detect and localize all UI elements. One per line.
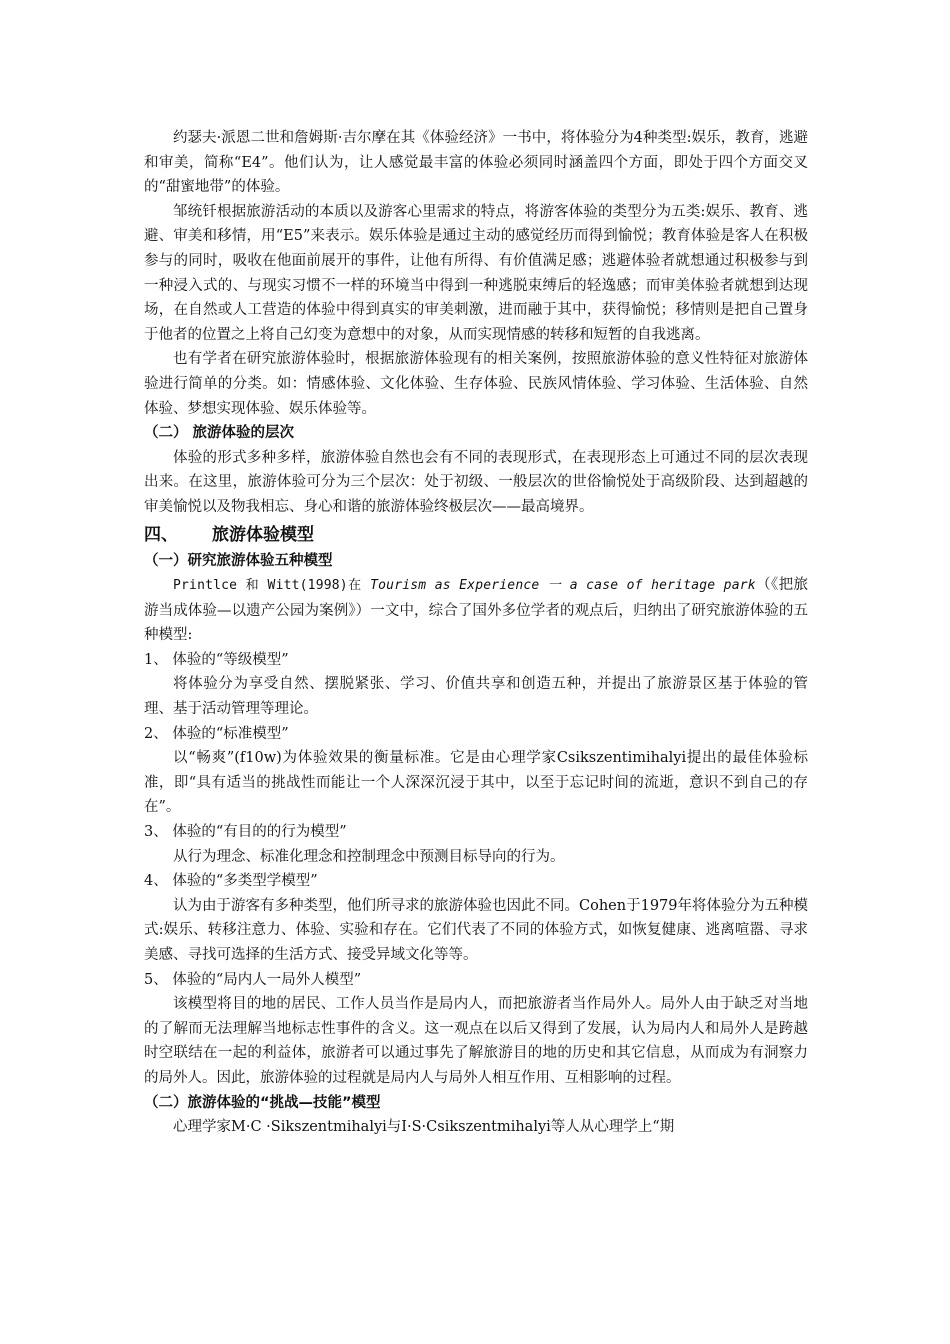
model-5-title: 5、 体验的“局内人一局外人模型”	[144, 971, 362, 988]
document-page	[144, 126, 808, 1140]
section-heading	[144, 522, 808, 549]
model-4-body: 认为由于游客有多种类型，他们所寻求的旅游体验也因此不同。Cohen于1979年将体验分为五种模式:娱乐、转移注意力、体验、实验和存在。它们代表了不同的体验方式，如恢复健康、逃离喧嚣、寻求美感、寻找可选择的生活方式、接受异域文化等等。	[144, 897, 808, 963]
paragraph-five-models-intro	[144, 573, 808, 648]
model-3-body: 从行为理念、标准化理念和控制理念中预测目标导向的行为。	[173, 848, 565, 865]
section-number: 四、	[144, 524, 178, 545]
citation-rest: （《把旅游当成体验—以遗产公园为案例》）一文中，综合了国外多位学者的观点后，归纳出了研究旅游体验的五种模型:	[144, 577, 808, 644]
citation-title: Tourism as Experience 一 a case of heritage park	[370, 578, 756, 594]
heading-five-models: （一）研究旅游体验五种模型	[144, 552, 333, 569]
model-1-body: 将体验分为享受自然、摆脱紧张、学习、价值共享和创造五种，并提出了旅游景区基于体验的管理、基于活动管理等理论。	[144, 676, 808, 718]
paragraph-e5: 邹统钎根据旅游活动的本质以及游客心里需求的特点，将游客体验的类型分为五类:娱乐、教育、逃避、审美和移情，用“E5”来表示。娱乐体验是通过主动的感觉经历而得到愉悦；教育体验是客人在积极参与的同时，吸收在他面前展开的事件，让他有所得、有价值满足感；逃避体验者就想通过积极参与到一种浸入式的、与现实习惯不一样的环境当中得到一种逃脱束缚后的轻逸感；而审美体验者就想到达现场，在自然或人工营造的体验中得到真实的审美刺激，进而融于其中，获得愉悦；移情则是把自己置身于他者的位置之上将自己幻变为意想中的对象，从而实现情感的转移和短暂的自我逃离。	[144, 203, 808, 343]
model-2-title: 2、 体验的“标准模型”	[144, 725, 289, 742]
heading-levels: （二） 旅游体验的层次	[144, 425, 295, 442]
model-3-title: 3、 体验的“有目的的行为模型”	[144, 824, 347, 841]
section-title: 旅游体验模型	[212, 524, 314, 545]
citation-authors: Printlce 和 Witt(1998)在	[173, 578, 371, 594]
model-5-body: 该模型将目的地的居民、工作人员当作是局内人，而把旅游者当作局外人。局外人由于缺乏对当地的了解而无法理解当地标志性事件的含义。这一观点在以后又得到了发展，认为局内人和局外人是跨越时空联结在一起的利益体，旅游者可以通过事先了解旅游目的地的历史和其它信息，从而成为有洞察力的局外人。因此，旅游体验的过程就是局内人与局外人相互作用、互相影响的过程。	[144, 996, 808, 1086]
model-4-title: 4、 体验的“多类型学模型”	[144, 873, 318, 890]
paragraph-e4: 约瑟夫·派恩二世和詹姆斯·吉尔摩在其《体验经济》一书中，将体验分为4种类型:娱乐，教育，逃避和审美，简称“E4”。他们认为，让人感觉最丰富的体验必须同时涵盖四个方面，即处于四个方面交叉的“甜蜜地带”的体验。	[144, 130, 808, 196]
model-2-body: 以“畅爽”(f10w)为体验效果的衡量标准。它是由心理学家Csikszentimihalyi提出的最佳体验标准，即“具有适当的挑战性而能让一个人深深沉浸于其中，以至于忘记时间的流逝，意识不到自己的存在”。	[144, 750, 808, 816]
paragraph-classification: 也有学者在研究旅游体验时，根据旅游体验现有的相关案例，按照旅游体验的意义性特征对旅游体验进行简单的分类。如：情感体验、文化体验、生存体验、民族风情体验、学习体验、生活体验、自然体验、梦想实现体验、娱乐体验等。	[144, 351, 808, 417]
paragraph-challenge-skill: 心理学家M·C ·Sikszentmihalyi与I·S·Csikszentmihalyi等人从心理学上“期	[173, 1119, 675, 1136]
heading-challenge-skill: （二）旅游体验的“挑战—技能”模型	[144, 1094, 381, 1111]
model-1-title: 1、 体验的“等级模型”	[144, 651, 289, 668]
paragraph-levels: 体验的形式多种多样，旅游体验自然也会有不同的表现形式，在表现形态上可通过不同的层次表现出来。在这里，旅游体验可分为三个层次：处于初级、一般层次的世俗愉悦处于高级阶段、达到超越的审美愉悦以及物我相忘、身心和谐的旅游体验终极层次——最高境界。	[144, 449, 808, 515]
